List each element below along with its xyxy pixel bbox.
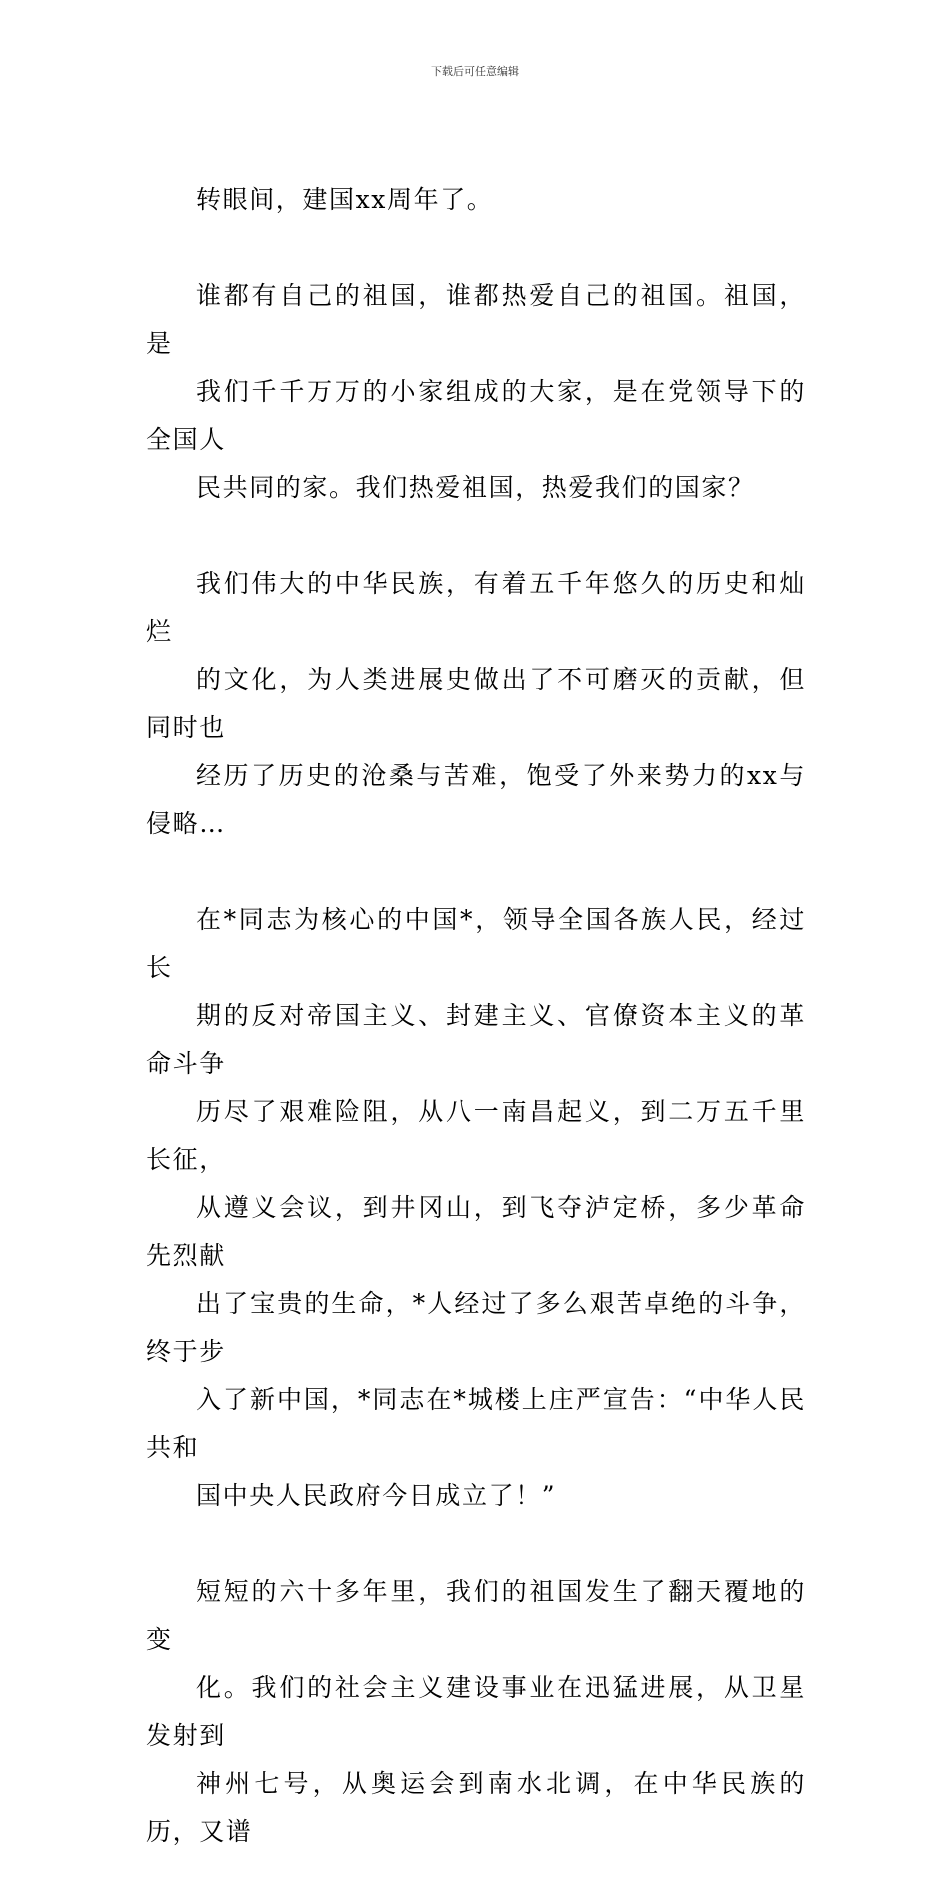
paragraph-line: 神州七号，从奥运会到南水北调，在中华民族的历，又谱 [146, 1769, 806, 1846]
paragraph-line: 国中央人民政府今日成立了！” [196, 1481, 557, 1510]
paragraph-line: 在*同志为核心的中国*，领导全国各族人民，经过长 [146, 905, 806, 982]
page-header: 下载后可任意编辑 [431, 65, 519, 78]
paragraph-line: 期的反对帝国主义、封建主义、官僚资本主义的革命斗争 [146, 1001, 806, 1078]
paragraph-2 [146, 272, 806, 512]
paragraph-line: 从遵义会议，到井冈山，到飞夺泸定桥，多少革命先烈献 [146, 1193, 806, 1270]
paragraph-4 [146, 896, 806, 1520]
paragraph-line: 化。我们的社会主义建设事业在迅猛进展，从卫星发射到 [146, 1673, 806, 1750]
paragraph-1 [146, 176, 806, 224]
paragraph-line: 入了新中国，*同志在*城楼上庄严宣告：“中华人民共和 [146, 1385, 806, 1462]
paragraph-line: 民共同的家。我们热爱祖国，热爱我们的国家？ [196, 473, 755, 502]
paragraph-line: 我们千千万万的小家组成的大家，是在党领导下的全国人 [146, 377, 806, 454]
paragraph-line: 出了宝贵的生命，*人经过了多么艰苦卓绝的斗争，终于步 [146, 1289, 806, 1366]
paragraph-line: 转眼间，建国xx周年了。 [196, 185, 494, 214]
paragraph-line: 短短的六十多年里，我们的祖国发生了翻天覆地的变 [146, 1577, 806, 1654]
paragraph-line: 我们伟大的中华民族，有着五千年悠久的历史和灿烂 [146, 569, 806, 646]
document-body [146, 176, 806, 1904]
paragraph-5 [146, 1568, 806, 1856]
paragraph-line: 经历了历史的沧桑与苦难，饱受了外来势力的xx与侵略… [146, 761, 806, 838]
paragraph-line: 的文化，为人类进展史做出了不可磨灭的贡献，但同时也 [146, 665, 806, 742]
paragraph-line: 历尽了艰难险阻，从八一南昌起义，到二万五千里长征， [146, 1097, 806, 1174]
paragraph-3 [146, 560, 806, 848]
paragraph-line: 谁都有自己的祖国，谁都热爱自己的祖国。祖国，是 [146, 281, 806, 358]
